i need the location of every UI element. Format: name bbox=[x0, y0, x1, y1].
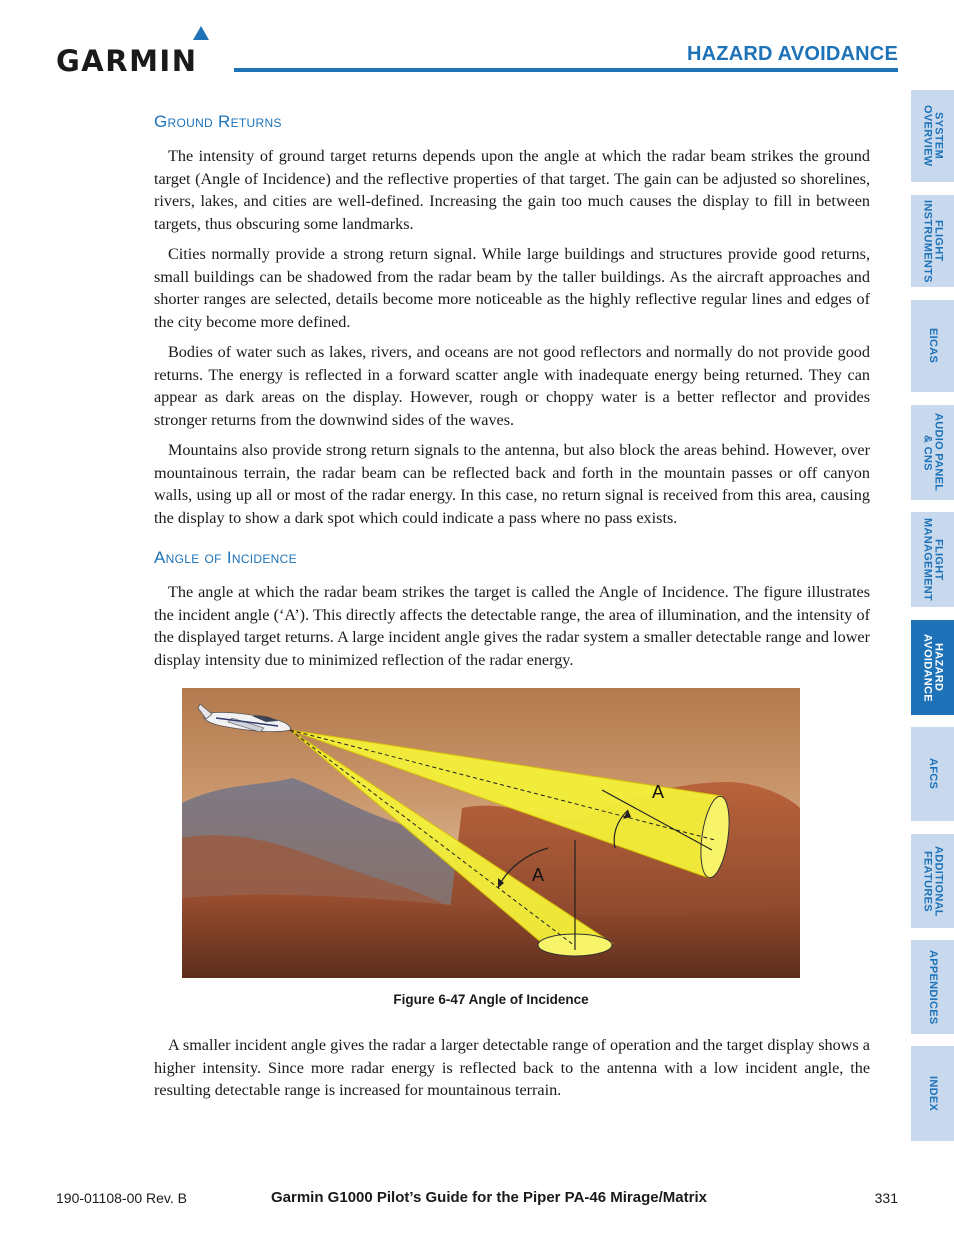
tab-system-overview[interactable] bbox=[911, 90, 954, 182]
tab-appendices[interactable] bbox=[911, 940, 954, 1034]
paragraph: The angle at which the radar beam strikes the target is called the Angle of Incidence. The figure illustrates the incident angle (‘A’). This directly affects the detectable range, the area of illumination, and the intensity of the displayed target returns. A large incident angle gives the radar system a smaller detectable range and lower display intensity due to minimized reflection of the radar energy. bbox=[154, 583, 870, 669]
figure-illustration bbox=[182, 688, 800, 978]
tab-label: FLIGHT INSTRUMENTS bbox=[921, 199, 945, 283]
section-title: HAZARD AVOIDANCE bbox=[687, 43, 898, 65]
footer-doc-number: 190-01108-00 Rev. B bbox=[56, 1190, 188, 1206]
garmin-triangle-icon bbox=[193, 26, 209, 40]
tab-label: SYSTEM OVERVIEW bbox=[921, 105, 945, 167]
page-number: 331 bbox=[874, 1190, 898, 1206]
tab-afcs[interactable] bbox=[911, 727, 954, 821]
tab-label: AUDIO PANEL & CNS bbox=[921, 413, 945, 492]
heading-angle-of-incidence: Angle of Incidence bbox=[154, 548, 297, 567]
tab-label: AFCS bbox=[927, 758, 939, 790]
paragraph: Mountains also provide strong return signals to the antenna, but also block the areas behind. However, over mountainous terrain, the radar beam can be reflected back and forth in the mountain passes or off canyon walls, using up all or most of the radar energy. In this case, no return signal is received from this area, causing the display to show a dark spot which could indicate a pass where no pass exists. bbox=[154, 441, 870, 527]
tab-eicas[interactable] bbox=[911, 300, 954, 392]
figure-caption: Figure 6-47 Angle of Incidence bbox=[393, 992, 589, 1007]
angle-of-incidence-figure bbox=[182, 688, 800, 978]
angle-label-a: A bbox=[532, 865, 545, 885]
garmin-logo bbox=[56, 26, 220, 76]
tab-hazard-avoidance[interactable] bbox=[911, 620, 954, 715]
brand-wordmark: GARMIN bbox=[56, 44, 198, 78]
header-rule bbox=[234, 68, 898, 72]
tab-flight-management[interactable] bbox=[911, 512, 954, 607]
paragraph: Cities normally provide a strong return signal. While large buildings and structures provide good returns, small buildings can be shadowed from the radar beam by the taller buildings. As the aircraft approaches and shorter ranges are selected, details become more noticeable as the highly reflective regular lines and edges of the city become more defined. bbox=[154, 245, 870, 331]
heading-ground-returns: Ground Returns bbox=[154, 112, 282, 131]
tab-audio-panel-cns[interactable] bbox=[911, 405, 954, 500]
paragraph: The intensity of ground target returns depends upon the angle at which the radar beam strikes the ground target (Angle of Incidence) and the reflective properties of that target. The gain can be adjusted so shorelines, rivers, lakes, and cities are well-defined. Increasing the gain too much causes the display to fill in between targets, thus obscuring some landmarks. bbox=[154, 147, 870, 233]
tab-label: ADDITIONAL FEATURES bbox=[921, 845, 945, 917]
paragraph: Bodies of water such as lakes, rivers, and oceans are not good reflectors and normally do not provide good returns. The energy is reflected in a forward scatter angle with inadequate energy being returned. They can appear as dark areas on the display. However, rough or choppy water is a better reflector and provides stronger returns from the downwind sides of the waves. bbox=[154, 343, 870, 429]
tab-label: HAZARD AVOIDANCE bbox=[921, 633, 945, 702]
footer-title: Garmin G1000 Pilot’s Guide for the Piper PA-46 Mirage/Matrix bbox=[271, 1189, 707, 1206]
angle-label-a: A bbox=[652, 782, 665, 802]
tab-flight-instruments[interactable] bbox=[911, 195, 954, 287]
tab-label: APPENDICES bbox=[927, 949, 939, 1025]
tab-additional-features[interactable] bbox=[911, 834, 954, 928]
tab-label: FLIGHT MANAGEMENT bbox=[921, 517, 945, 602]
paragraph: A smaller incident angle gives the radar a larger detectable range of operation and the target display shows a higher intensity. Since more radar energy is reflected back to the antenna with a low incident angle, the resulting detectable range is increased for mountainous terrain. bbox=[154, 1036, 870, 1099]
tab-label: INDEX bbox=[927, 1075, 939, 1112]
tab-label: EICAS bbox=[927, 328, 939, 364]
tab-index[interactable] bbox=[911, 1046, 954, 1141]
